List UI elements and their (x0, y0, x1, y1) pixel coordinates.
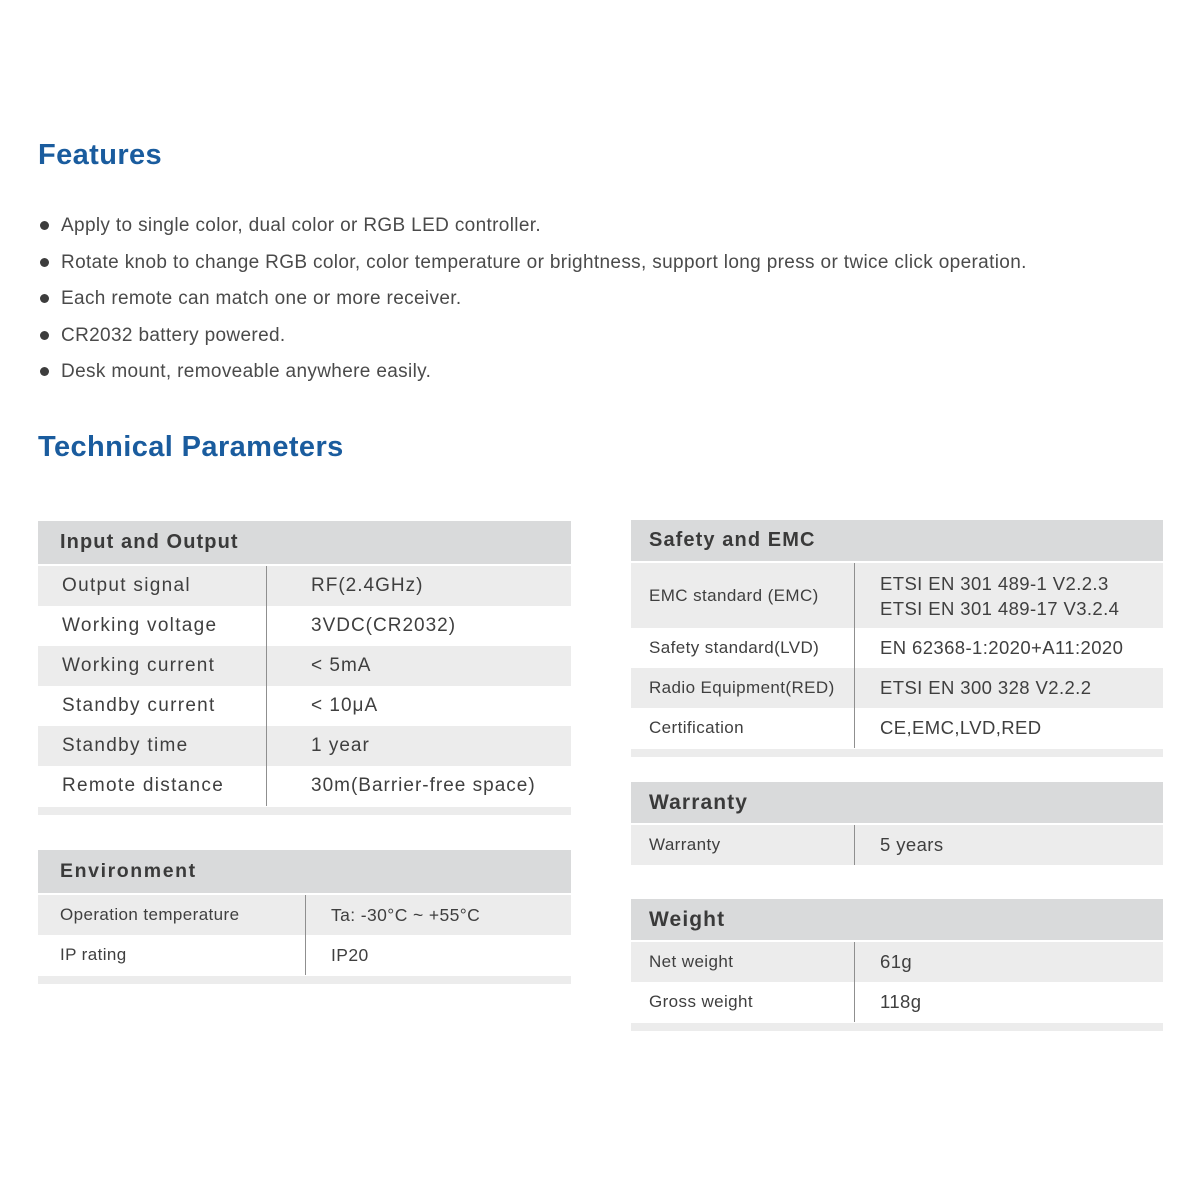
table-row (38, 606, 571, 646)
feature-item: Apply to single color, dual color or RGB LED controller. (40, 215, 1140, 238)
row-label: EMC standard (EMC) (649, 585, 819, 605)
features-list (40, 215, 1140, 398)
table-row (631, 982, 1163, 1022)
row-label: Remote distance (62, 775, 225, 796)
table-bottom-strip (38, 976, 571, 984)
row-label: Operation temperature (60, 905, 240, 924)
table-row (38, 566, 571, 606)
table-row (631, 708, 1163, 748)
feature-item: CR2032 battery powered. (40, 325, 1140, 348)
table-title: Safety and EMC (631, 520, 1163, 563)
table-title: Warranty (631, 782, 1163, 825)
table-row (38, 766, 571, 806)
bullet-icon (40, 367, 49, 376)
row-label: Standby time (62, 735, 189, 756)
table-title: Weight (631, 899, 1163, 942)
table-bottom-strip (631, 1023, 1163, 1031)
row-label: Net weight (649, 952, 734, 971)
row-value: IP20 (305, 935, 571, 975)
row-value: ETSI EN 300 328 V2.2.2 (854, 668, 1163, 708)
row-value: < 10μA (266, 686, 571, 726)
row-value: 30m(Barrier-free space) (266, 766, 571, 806)
table-row (38, 935, 571, 975)
row-label: Working voltage (62, 615, 218, 636)
feature-item: Each remote can match one or more receiver. (40, 288, 1140, 311)
row-label: Warranty (649, 835, 721, 854)
table-row (38, 895, 571, 935)
features-heading: Features (38, 139, 163, 171)
feature-item: Desk mount, removeable anywhere easily. (40, 361, 1140, 384)
row-value: EN 62368-1:2020+A11:2020 (854, 628, 1163, 668)
row-value: 118g (854, 982, 1163, 1022)
table-row (631, 825, 1163, 865)
table-title: Input and Output (38, 521, 571, 566)
bullet-icon (40, 258, 49, 267)
row-value: < 5mA (266, 646, 571, 686)
row-label: IP rating (60, 945, 127, 964)
table-bottom-strip (38, 807, 571, 815)
row-value: CE,EMC,LVD,RED (854, 708, 1163, 748)
bullet-icon (40, 294, 49, 303)
table-row (38, 726, 571, 766)
row-value: 3VDC(CR2032) (266, 606, 571, 646)
row-value: 1 year (266, 726, 571, 766)
table-weight (631, 899, 1163, 1031)
table-warranty (631, 782, 1163, 865)
row-value: RF(2.4GHz) (266, 566, 571, 606)
row-value: 5 years (854, 825, 1163, 865)
table-environment (38, 850, 571, 984)
bullet-icon (40, 331, 49, 340)
row-value: ETSI EN 301 489-1 V2.2.3 ETSI EN 301 489-17 V3.2.4 (854, 563, 1163, 628)
table-row (631, 628, 1163, 668)
row-label: Certification (649, 718, 744, 737)
row-label: Working current (62, 655, 216, 676)
row-label: Standby current (62, 695, 216, 716)
table-row (631, 563, 1163, 628)
table-input-output (38, 521, 571, 815)
table-bottom-strip (631, 749, 1163, 757)
row-value: Ta: -30°C ~ +55°C (305, 895, 571, 935)
table-row (38, 646, 571, 686)
table-row (631, 668, 1163, 708)
table-row (631, 942, 1163, 982)
feature-item: Rotate knob to change RGB color, color temperature or brightness, support long press or twice click operation. (40, 252, 1140, 275)
table-title: Environment (38, 850, 571, 895)
table-row (38, 686, 571, 726)
row-value: 61g (854, 942, 1163, 982)
row-label: Safety standard(LVD) (649, 638, 820, 657)
row-label: Output signal (62, 575, 191, 596)
technical-parameters-heading: Technical Parameters (38, 431, 344, 463)
table-safety-emc (631, 520, 1163, 757)
row-label: Radio Equipment(RED) (649, 678, 835, 697)
row-label: Gross weight (649, 992, 754, 1011)
bullet-icon (40, 221, 49, 230)
